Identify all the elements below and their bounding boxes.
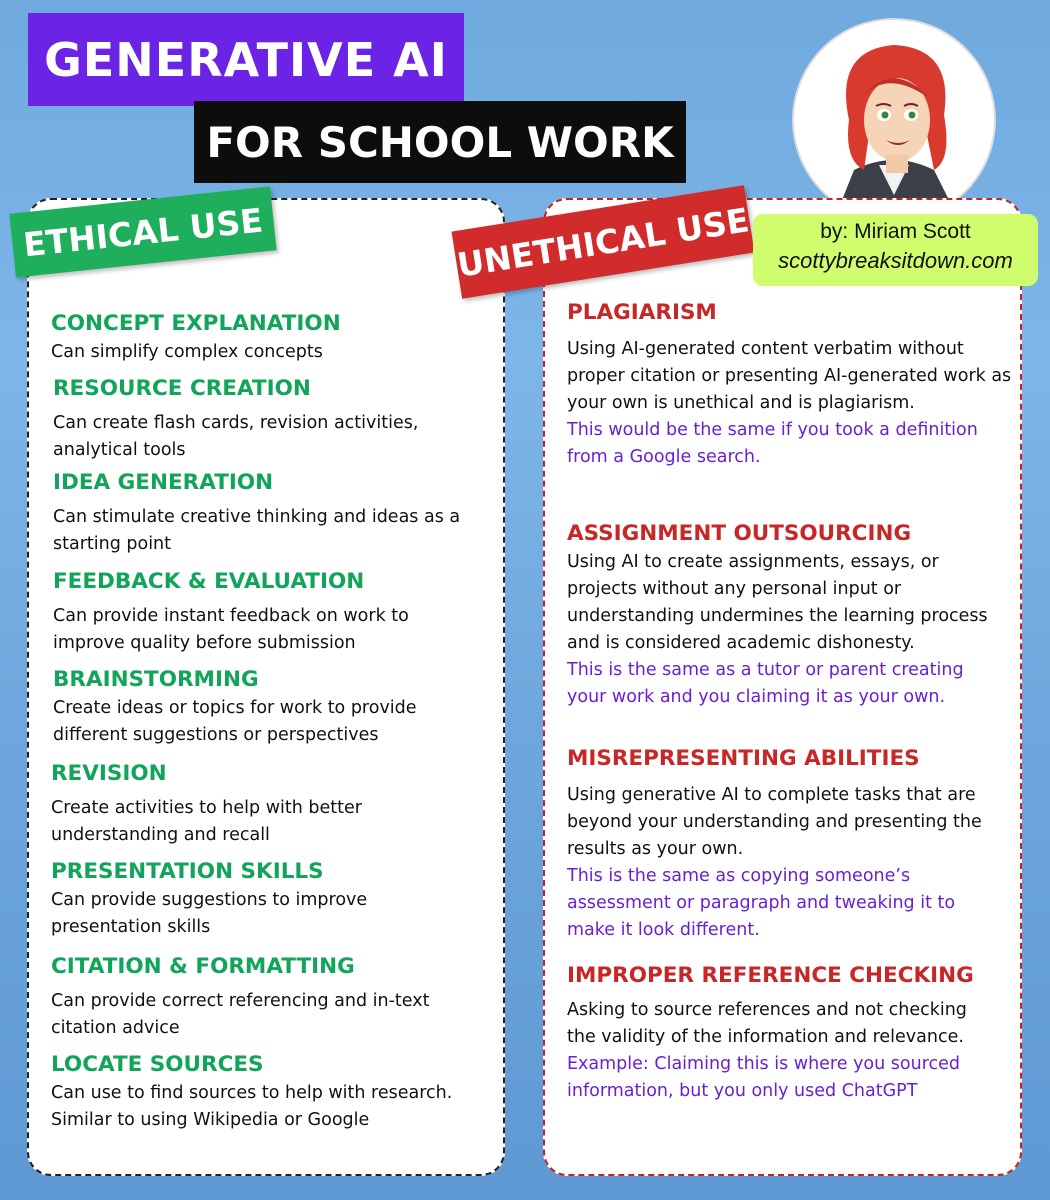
ethical-heading: RESOURCE CREATION (53, 376, 311, 401)
ethical-item (53, 470, 473, 558)
unethical-heading: PLAGIARISM (567, 300, 717, 325)
unethical-text: Using generative AI to complete tasks that are beyond your understanding and presenting the results as your own. (567, 785, 982, 859)
ethical-text: Can provide instant feedback on work to improve quality before submission (53, 606, 409, 653)
ethical-item (53, 667, 463, 749)
author-byline (753, 214, 1038, 286)
ethical-item (51, 761, 391, 849)
ethical-text: Can create flash cards, revision activities, analytical tools (53, 413, 419, 460)
unethical-note: This would be the same if you took a definition from a Google search. (567, 420, 978, 467)
ethical-heading: IDEA GENERATION (53, 470, 274, 495)
ethical-item (51, 311, 461, 366)
ethical-item (51, 954, 461, 1042)
unethical-item (567, 963, 997, 1105)
ethical-panel (27, 198, 505, 1176)
ethical-item (53, 569, 453, 657)
ethical-use-tag: ETHICAL USE (9, 186, 276, 277)
unethical-item (567, 300, 1012, 471)
unethical-note: Example: Claiming this is where you sourced information, but you only used ChatGPT (567, 1054, 961, 1101)
unethical-use-tag: UNETHICAL USE (452, 185, 755, 298)
ethical-heading: CITATION & FORMATTING (51, 954, 355, 979)
ethical-text: Can use to find sources to help with research. Similar to using Wikipedia or Google (51, 1083, 453, 1130)
ethical-heading: FEEDBACK & EVALUATION (53, 569, 365, 594)
author-name: by: Miriam Scott (820, 220, 971, 243)
unethical-note: This is the same as a tutor or parent creating your work and you claiming it as your own. (567, 660, 964, 707)
title-line-1: GENERATIVE AI (28, 13, 464, 106)
ethical-text: Can simplify complex concepts (51, 342, 323, 362)
ethical-item (51, 1052, 481, 1134)
unethical-text: Using AI-generated content verbatim without proper citation or presenting AI-generated work as your own is unethical and is plagiarism. (567, 339, 1012, 413)
unethical-item (567, 521, 997, 711)
unethical-item (567, 746, 987, 944)
ethical-heading: CONCEPT EXPLANATION (51, 311, 341, 336)
ethical-item (51, 859, 401, 941)
unethical-text: Using AI to create assignments, essays, or projects without any personal input or understanding undermines the learning process and is considered academic dishonesty. (567, 552, 988, 653)
ethical-text: Can stimulate creative thinking and ideas as a starting point (53, 507, 461, 554)
ethical-heading: REVISION (51, 761, 167, 786)
ethical-text: Can provide correct referencing and in-text citation advice (51, 991, 430, 1038)
ethical-text: Create activities to help with better understanding and recall (51, 798, 362, 845)
unethical-text: Asking to source references and not checking the validity of the information and relevance. (567, 1000, 967, 1047)
ethical-heading: PRESENTATION SKILLS (51, 859, 324, 884)
author-website: scottybreaksitdown.com (778, 248, 1013, 273)
unethical-heading: IMPROPER REFERENCE CHECKING (567, 963, 974, 988)
ethical-heading: LOCATE SOURCES (51, 1052, 264, 1077)
author-portrait-icon (794, 20, 994, 220)
unethical-heading: ASSIGNMENT OUTSOURCING (567, 521, 912, 546)
ethical-item (53, 376, 453, 464)
title-line-2: FOR SCHOOL WORK (194, 101, 686, 183)
author-avatar (792, 18, 996, 222)
ethical-heading: BRAINSTORMING (53, 667, 259, 692)
ethical-text: Create ideas or topics for work to provide different suggestions or perspectives (53, 698, 417, 745)
unethical-panel (543, 198, 1022, 1176)
unethical-heading: MISREPRESENTING ABILITIES (567, 746, 920, 771)
ethical-text: Can provide suggestions to improve presentation skills (51, 890, 368, 937)
unethical-note: This is the same as copying someone’s assessment or paragraph and tweaking it to make it look different. (567, 866, 956, 940)
